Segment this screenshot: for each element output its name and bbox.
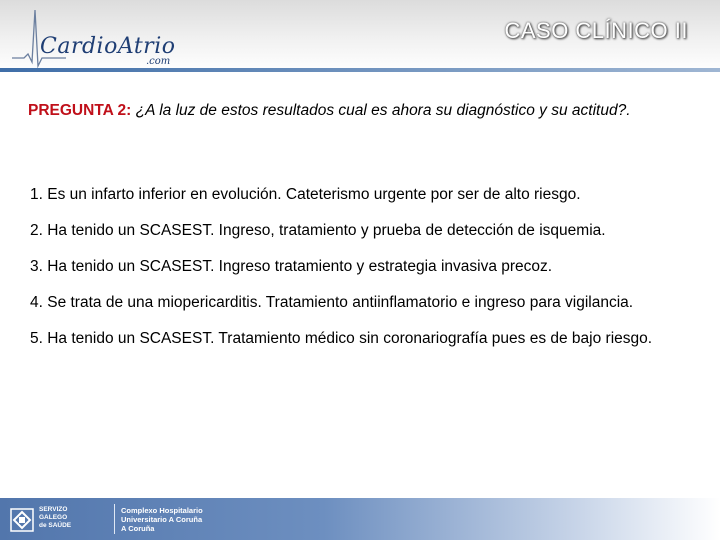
hospital-line: Complexo Hospitalario (121, 506, 203, 515)
sergas-line: SERVIZO (39, 506, 68, 513)
logo-name: Cardio (40, 34, 118, 59)
hospital-name (121, 506, 203, 533)
answer-option-1: 1. Es un infarto inferior en evolución. Cateterismo urgente por ser de alto riesgo. (30, 186, 581, 203)
question-block (28, 100, 678, 121)
footer-divider (114, 504, 115, 534)
slide-title: CASO CLÍNICO II (504, 18, 688, 43)
cardioatrio-logo (10, 8, 180, 66)
logo-name-accent: Atrio (117, 34, 176, 59)
answer-option-4: 4. Se trata de una miopericarditis. Tratamiento antiinflamatorio e ingreso para vigilancia. (30, 294, 634, 311)
answer-options (30, 185, 700, 365)
answer-option-5: 5. Ha tenido un SCASEST. Tratamiento médico sin coronariografía pues es de bajo riesgo. (30, 330, 653, 347)
hospital-line: A Coruña (121, 524, 155, 533)
logo-suffix: .com (146, 56, 171, 67)
sergas-wordmark (39, 506, 71, 530)
question-label: PREGUNTA 2: (28, 102, 132, 119)
header-divider (0, 68, 720, 72)
sergas-line: GALEGO (39, 514, 68, 521)
question-text: ¿A la luz de estos resultados cual es ahora su diagnóstico y su actitud?. (135, 102, 631, 119)
answer-option-2: 2. Ha tenido un SCASEST. Ingreso, tratamiento y prueba de detección de isquemia. (30, 222, 606, 239)
footer-band (0, 498, 720, 540)
sergas-logo-icon (10, 508, 34, 532)
sergas-line: de SAÚDE (39, 522, 72, 529)
answer-option-3: 3. Ha tenido un SCASEST. Ingreso tratamiento y estrategia invasiva precoz. (30, 258, 553, 275)
hospital-line: Universitario A Coruña (121, 515, 203, 524)
